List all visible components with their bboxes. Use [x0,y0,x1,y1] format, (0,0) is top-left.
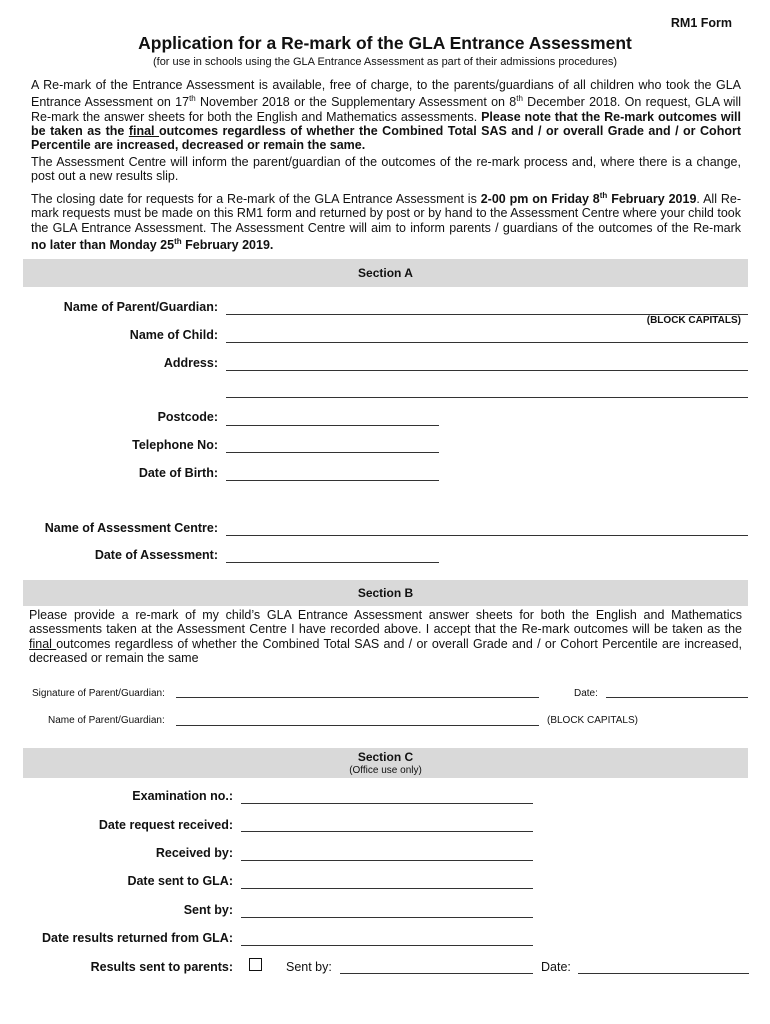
sent-by-label: Sent by: [183,903,233,917]
section-a-heading: Section A [23,259,748,287]
date-sent-to-gla-label: Date sent to GLA: [127,874,233,888]
assessment-centre-field[interactable] [226,535,748,536]
parent-print-name-field[interactable] [176,725,539,726]
date-sent-to-gla-field[interactable] [241,888,533,889]
assessment-date-field[interactable] [226,562,439,563]
intro-paragraph-2: The Assessment Centre will inform the parent/guardian of the outcomes of the re-mark process and, where there is a change, post out a new results slip. [31,155,741,184]
date-of-birth-field[interactable] [226,480,439,481]
assessment-date-label: Date of Assessment: [94,548,218,562]
office-use-note: (Office use only) [349,765,422,776]
results-sent-checkbox[interactable] [249,958,262,971]
section-c-title: Section C [357,750,414,764]
results-sent-date-field[interactable] [578,973,749,974]
examination-number-label: Examination no.: [132,789,233,803]
address-field-line-2[interactable] [226,397,748,398]
address-field-line-1[interactable] [226,370,748,371]
date-results-returned-field[interactable] [241,945,533,946]
intro-paragraph-3: The closing date for requests for a Re-mark of the GLA Entrance Assessment is 2-00 pm on Friday 8th February 2019. All Re-mark requests must be made on this RM1 form and returned by post or by hand to the Assessment Centre where your child took the GLA Entrance Assessment. The Assessment Centre will aim to inform parents / guardians of the outcomes of the Re-mark no later than Monday 25th February 2019. [31,191,741,253]
page-subtitle: (for use in schools using the GLA Entrance Assessment as part of their admissions procedures) [152,56,618,68]
date-of-birth-label: Date of Birth: [138,466,218,480]
signature-label: Signature of Parent/Guardian: [32,688,165,699]
form-code: RM1 Form [670,16,732,30]
intro-paragraph-1: A Re-mark of the Entrance Assessment is available, free of charge, to the parents/guardians of all children who took the GLA Entrance Assessment on 17th November 2018 or the Supplementary Assessment on 8th December 2018. On request, GLA will Re-mark the answer sheets for both the English and Mathematics assessments. Please note that the Re-mark outcomes will be taken as the final outcomes regardless of whether the Combined Total SAS and / or overall Grade and / or Cohort Percentile are increased, decreased or remain the same. [31,78,741,153]
received-by-field[interactable] [241,860,533,861]
postcode-field[interactable] [226,425,439,426]
telephone-label: Telephone No: [132,438,218,452]
parent-name-label: Name of Parent/Guardian: [63,300,218,314]
signature-field[interactable] [176,697,539,698]
section-b-heading: Section B [23,580,748,606]
date-request-received-label: Date request received: [98,818,233,832]
parent-print-name-label: Name of Parent/Guardian: [48,715,165,726]
date-request-received-field[interactable] [241,831,533,832]
examination-number-field[interactable] [241,803,533,804]
page-title: Application for a Re-mark of the GLA Entrance Assessment [138,33,632,53]
results-sent-date-label: Date: [541,960,571,974]
signature-date-field[interactable] [606,697,748,698]
address-label: Address: [163,356,218,370]
block-capitals-note: (BLOCK CAPITALS) [646,315,741,326]
results-sent-to-parents-label: Results sent to parents: [90,960,233,974]
assessment-centre-label: Name of Assessment Centre: [44,521,218,535]
child-name-field[interactable] [226,342,748,343]
results-sent-by-field[interactable] [340,973,533,974]
results-sent-by-label: Sent by: [286,960,332,974]
postcode-label: Postcode: [157,410,218,424]
received-by-label: Received by: [155,846,233,860]
sent-by-field[interactable] [241,917,533,918]
block-capitals-note-b: (BLOCK CAPITALS) [547,715,638,726]
section-b-declaration: Please provide a re-mark of my child’s GLA Entrance Assessment answer sheets for both the English and Mathematics assessments taken at the Assessment Centre I have recorded above. I accept that the Re-mark outcomes will be taken as the final outcomes regardless of whether the Combined Total SAS and / or overall Grade and / or Cohort Percentile are increased, decreased or remain the same [29,608,743,665]
section-c-heading [23,748,748,778]
telephone-field[interactable] [226,452,439,453]
signature-date-label: Date: [574,688,598,699]
child-name-label: Name of Child: [129,328,218,342]
date-results-returned-label: Date results returned from GLA: [41,931,233,945]
